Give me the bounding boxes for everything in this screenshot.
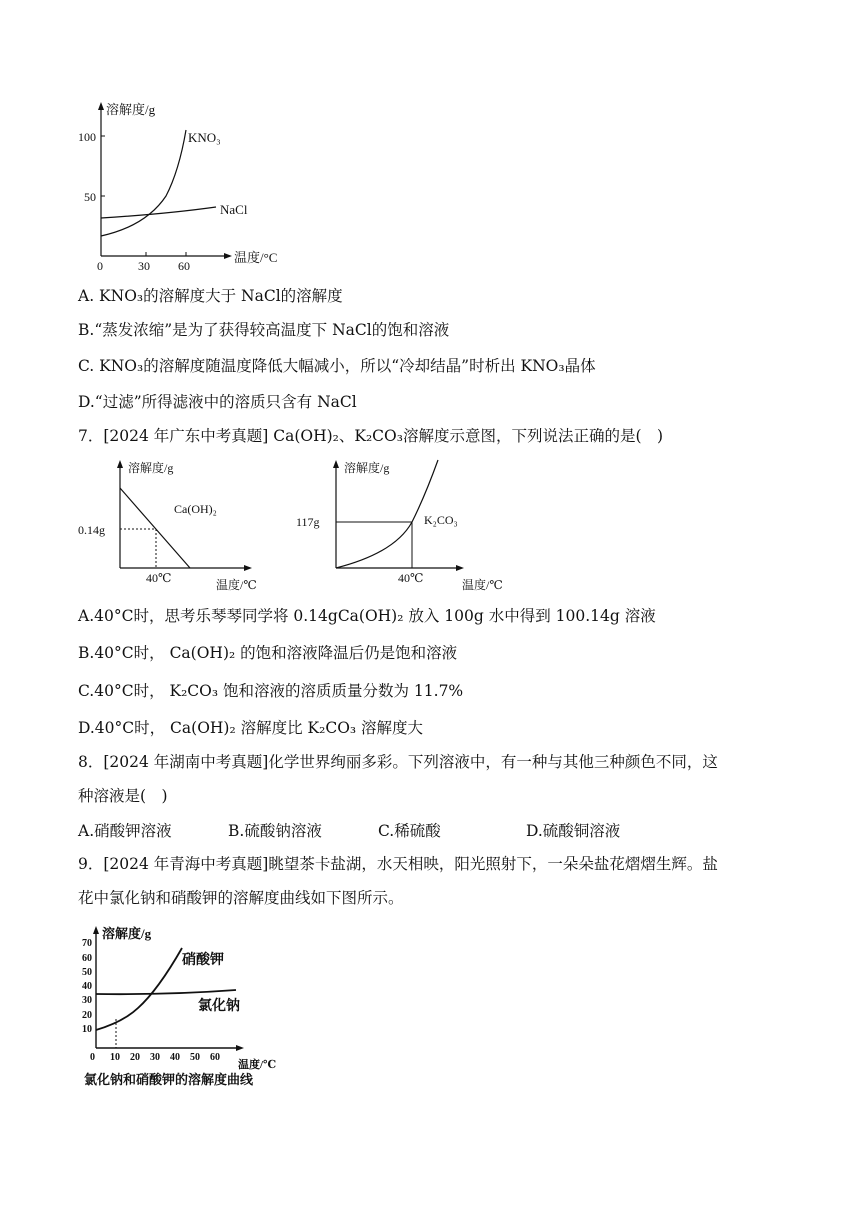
x-ticks — [90, 1052, 220, 1063]
k2co3-curve — [336, 460, 438, 568]
y-tick-label: 70 — [82, 938, 92, 949]
y-axis-arrow — [117, 460, 123, 468]
q7-option-d: D.40°C时， Ca(OH)₂ 溶解度比 K₂CO₃ 溶解度大 — [78, 719, 424, 737]
q8-option-d: D.硫酸铜溶液 — [526, 822, 621, 840]
x-tick-label: 30 — [138, 259, 150, 273]
series-label: Ca(OH)₂ — [174, 502, 217, 516]
q8-options — [78, 819, 620, 843]
x-tick-label: 60 — [178, 259, 190, 273]
y-axis-label: 溶解度/g — [128, 461, 174, 475]
x-axis-arrow — [224, 253, 232, 259]
temp-label: 40℃ — [398, 571, 424, 585]
nacl-curve — [101, 207, 216, 218]
y-tick-label: 30 — [82, 995, 92, 1006]
q6-option-b: B.“蒸发浓缩”是为了获得较高温度下 NaCl的饱和溶液 — [78, 321, 450, 339]
q9-stem-line1: 9．[2024 年青海中考真题]眺望茶卡盐湖，水天相映，阳光照射下，一朵朵盐花熠熠生辉。盐 — [78, 855, 718, 873]
value-label: 117g — [296, 515, 320, 529]
q6-option-d: D.“过滤”所得滤液中的溶质只含有 NaCl — [78, 393, 357, 411]
q7-option-b: B.40°C时， Ca(OH)₂ 的饱和溶液降温后仍是饱和溶液 — [78, 644, 458, 662]
y-tick-label: 100 — [78, 130, 96, 144]
x-tick-label: 10 — [110, 1052, 120, 1063]
x-tick-label: 20 — [130, 1052, 140, 1063]
value-label: 0.14g — [78, 523, 105, 537]
y-axis-arrow — [98, 102, 104, 110]
x-axis-label: 温度/℃ — [216, 578, 257, 592]
y-tick-label: 50 — [82, 967, 92, 978]
q7-option-a: A.40°C时，思考乐琴琴同学将 0.14gCa(OH)₂ 放入 100g 水中得到 100.14g 溶液 — [78, 607, 656, 625]
y-tick-label: 50 — [84, 190, 96, 204]
kno3-label: KNO₃ — [188, 130, 221, 145]
q7-stem: 7．[2024 年广东中考真题] Ca(OH)₂、K₂CO₃溶解度示意图，下列说法正确的是( ) — [78, 427, 664, 445]
figure-caption: 氯化钠和硝酸钾的溶解度曲线 — [84, 1072, 254, 1087]
caoh2-line — [120, 488, 190, 568]
q6-option-a: A. KNO₃的溶解度大于 NaCl的溶解度 — [78, 287, 343, 305]
figure-nacl-kno3-cn — [78, 922, 298, 1100]
q8-stem-line2: 种溶液是( ) — [78, 787, 168, 805]
x-tick-label: 50 — [190, 1052, 200, 1063]
y-tick-label: 10 — [82, 1024, 92, 1035]
x-axis-label: 温度/°C — [234, 250, 278, 265]
q9-stem-line2: 花中氯化钠和硝酸钾的溶解度曲线如下图所示。 — [78, 889, 404, 907]
x-tick-label: 0 — [90, 1052, 95, 1063]
x-tick-label: 0 — [97, 259, 103, 273]
q6-option-c: C. KNO₃的溶解度随温度降低大幅减小，所以“冷却结晶”时析出 KNO₃晶体 — [78, 357, 596, 375]
x-axis-arrow — [236, 1045, 244, 1051]
nacl-label: 氯化钠 — [198, 999, 240, 1014]
q8-stem-line1: 8．[2024 年湖南中考真题]化学世界绚丽多彩。下列溶液中，有一种与其他三种颜色不同，这 — [78, 753, 718, 771]
x-tick-label: 40 — [170, 1052, 180, 1063]
x-tick-label: 30 — [150, 1052, 160, 1063]
nacl-curve — [96, 990, 236, 994]
y-ticks — [82, 938, 92, 1035]
q8-option-b: B.硫酸钠溶液 — [228, 822, 322, 840]
kno3-curve — [101, 130, 186, 236]
q8-option-c: C.稀硫酸 — [378, 822, 441, 840]
x-axis-arrow — [244, 565, 252, 571]
figure-caoh2 — [76, 458, 276, 596]
nacl-label: NaCl — [220, 202, 248, 217]
kno3-curve — [96, 948, 182, 1030]
figure-k2co3 — [290, 458, 520, 596]
series-label: K₂CO₃ — [424, 513, 458, 527]
y-axis-arrow — [333, 460, 339, 468]
y-tick-label: 60 — [82, 953, 92, 964]
kno3-label: 硝酸钾 — [182, 953, 224, 968]
temp-label: 40℃ — [146, 571, 172, 585]
x-tick-label: 60 — [210, 1052, 220, 1063]
q7-option-c: C.40°C时， K₂CO₃ 饱和溶液的溶质质量分数为 11.7% — [78, 682, 464, 700]
q8-option-a: A.硝酸钾溶液 — [78, 822, 172, 840]
y-axis-label: 溶解度/g — [102, 926, 152, 941]
y-axis-arrow — [93, 926, 99, 934]
y-axis-label: 溶解度/g — [106, 102, 156, 117]
x-axis-arrow — [456, 565, 464, 571]
x-axis-label: 温度/℃ — [462, 578, 503, 592]
y-axis-label: 溶解度/g — [344, 461, 390, 475]
figure-kno3-nacl — [76, 96, 306, 276]
x-axis-label: 温度/℃ — [238, 1059, 277, 1071]
y-tick-label: 20 — [82, 1010, 92, 1021]
y-tick-label: 40 — [82, 981, 92, 992]
